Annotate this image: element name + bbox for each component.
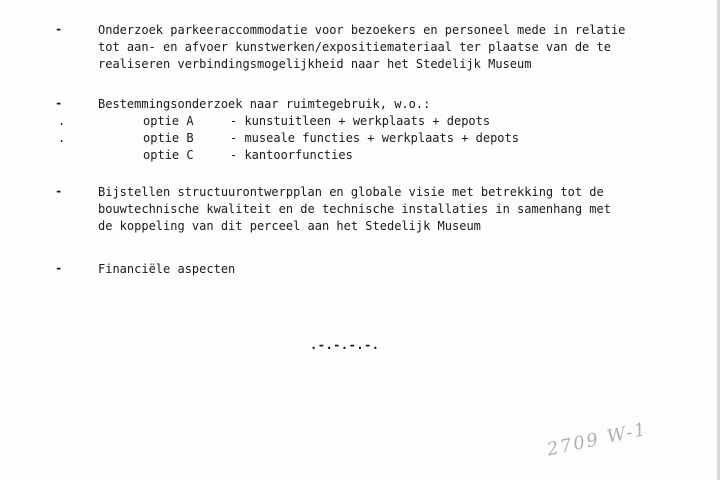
item-line: Bestemmingsonderzoek naar ruimtegebruik, w.o.:	[98, 97, 431, 111]
option-dot: .	[58, 114, 66, 128]
item-line: Financiële aspecten	[98, 262, 236, 276]
item-structuurontwerpplan	[98, 184, 658, 235]
item-line: bouwtechnische kwaliteit en de technische installaties in samenhang met	[98, 202, 611, 216]
option-dot: .	[58, 131, 66, 145]
option-description: - museale functies + werkplaats + depots	[230, 131, 519, 145]
section-separator: .-.-.-.-.	[310, 338, 380, 352]
option-description: - kantoorfuncties	[230, 148, 353, 162]
option-row	[0, 130, 720, 147]
handwritten-note: 2709 W-1	[545, 418, 650, 461]
item-line: de koppeling van dit perceel aan het Stedelijk Museum	[98, 219, 481, 233]
bullet-marker: -	[55, 261, 63, 275]
option-label: optie B	[143, 131, 194, 145]
item-line: tot aan- en afvoer kunstwerken/expositiemateriaal ter plaatse van de te	[98, 40, 611, 54]
option-description: - kunstuitleen + werkplaats + depots	[230, 114, 491, 128]
option-label: optie A	[143, 114, 194, 128]
item-line: Bijstellen structuurontwerpplan en globale visie met betrekking tot de	[98, 185, 604, 199]
item-bestemmingsonderzoek	[98, 96, 658, 113]
item-financiele-aspecten	[98, 261, 658, 278]
option-row	[0, 147, 720, 164]
bullet-marker: -	[55, 96, 63, 110]
option-row	[0, 113, 720, 130]
item-line: Onderzoek parkeeraccommodatie voor bezoekers en personeel mede in relatie	[98, 23, 626, 37]
option-label: optie C	[143, 148, 194, 162]
item-parkeeronderzoek	[98, 22, 658, 73]
bullet-marker: -	[55, 184, 63, 198]
item-line: realiseren verbindingsmogelijkheid naar het Stedelijk Museum	[98, 57, 532, 71]
bullet-marker: -	[55, 22, 63, 36]
